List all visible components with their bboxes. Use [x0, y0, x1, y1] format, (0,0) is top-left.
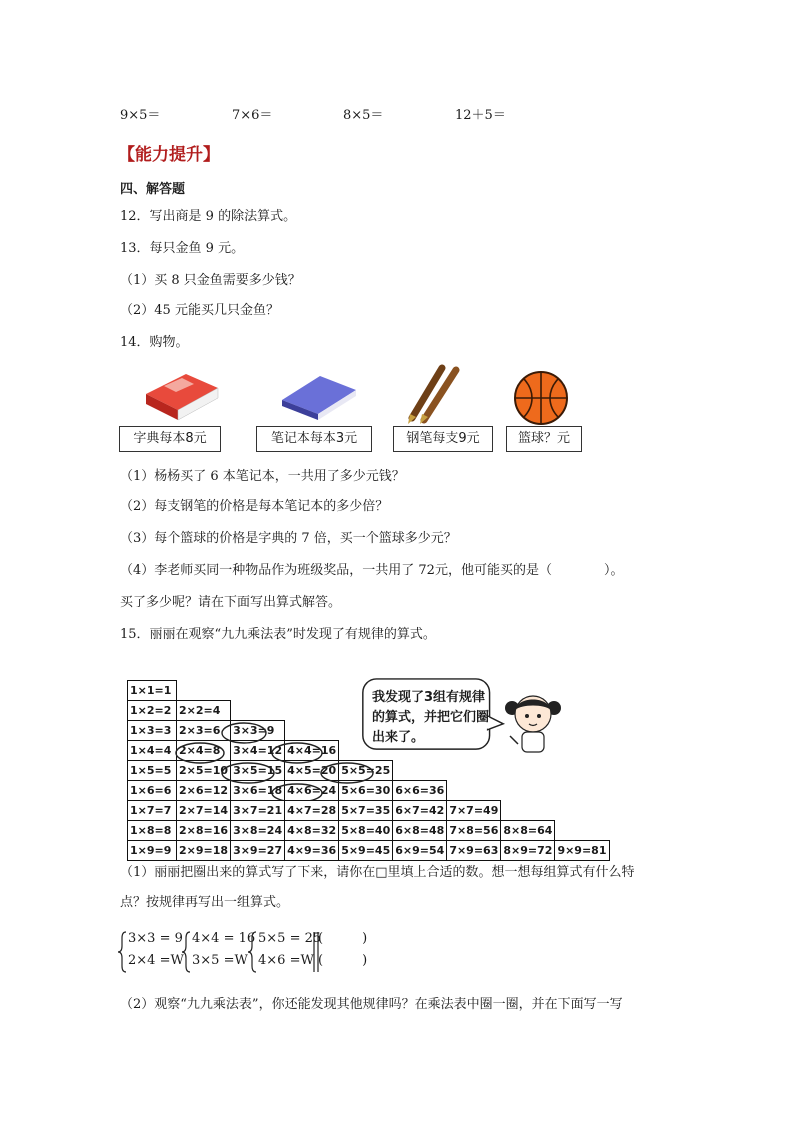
- table-cell: 2×9=18: [177, 841, 231, 861]
- circle-3x3: [222, 723, 266, 743]
- table-cell: 4×7=28: [285, 801, 339, 821]
- equation-blank-bottom[interactable]: ( ): [318, 953, 368, 968]
- table-cell: 6×8=48: [393, 821, 447, 841]
- table-cell: 3×6=18: [231, 781, 285, 801]
- calc-item-3: 8×5＝: [343, 108, 384, 123]
- table-cell: 6×6=36: [393, 781, 447, 801]
- table-cell: 1×7=7: [128, 801, 177, 821]
- table-empty-cell: [555, 681, 609, 701]
- part-title: 四、解答题: [120, 182, 186, 197]
- question-13-2: （2）45 元能买几只金鱼？: [120, 303, 279, 318]
- table-cell: 7×8=56: [447, 821, 501, 841]
- table-cell: 3×7=21: [231, 801, 285, 821]
- table-row: [128, 801, 610, 821]
- table-cell: 3×8=24: [231, 821, 285, 841]
- calc-item-2: 7×6＝: [232, 108, 273, 123]
- question-15: 15．丽丽在观察“九九乘法表”时发现了有规律的算式。: [120, 627, 436, 642]
- pen-icon: [402, 362, 466, 424]
- table-cell: 5×6=30: [339, 781, 393, 801]
- table-cell: 5×9=45: [339, 841, 393, 861]
- equation-group-3-top: 5×5 = 25: [258, 931, 322, 946]
- question-14-4-continued: 买了多少呢？请在下面写出算式解答。: [120, 595, 342, 610]
- table-cell: 1×5=5: [128, 761, 177, 781]
- equation-group-1-bottom: 2×4 =W: [128, 953, 184, 968]
- equation-group-blank[interactable]: [318, 928, 367, 972]
- table-cell: 7×7=49: [447, 801, 501, 821]
- table-cell: 4×6=24: [285, 781, 339, 801]
- table-empty-cell: [555, 761, 609, 781]
- table-cell: 6×9=54: [393, 841, 447, 861]
- table-empty-cell: [501, 761, 555, 781]
- dictionary-icon: [142, 366, 222, 422]
- circle-2x4: [176, 743, 224, 763]
- equation-blank-top[interactable]: ( ): [318, 931, 368, 946]
- section-title: 【能力提升】: [118, 145, 220, 165]
- table-cell: 2×8=16: [177, 821, 231, 841]
- price-box-basketball: 篮球？元: [506, 426, 582, 452]
- table-empty-cell: [555, 721, 609, 741]
- table-cell: 2×4=8: [177, 741, 231, 761]
- notebook-icon: [278, 370, 360, 422]
- table-cell: 8×8=64: [501, 821, 555, 841]
- table-cell: 9×9=81: [555, 841, 609, 861]
- table-cell: 3×3=9: [231, 721, 285, 741]
- question-14-4: （4）李老师买同一种物品作为班级奖品，一共用了 72元，他可能买的是（ ）。: [120, 563, 624, 578]
- question-12: 12．写出商是 9 的除法算式。: [120, 209, 297, 224]
- table-cell: 7×9=63: [447, 841, 501, 861]
- table-row: [128, 841, 610, 861]
- table-cell: 2×5=10: [177, 761, 231, 781]
- table-empty-cell: [393, 761, 447, 781]
- question-14: 14．购物。: [120, 335, 189, 350]
- table-cell: 2×2=4: [177, 701, 231, 721]
- girl-icon: [504, 690, 562, 754]
- table-empty-cell: [447, 761, 501, 781]
- basketball-icon: [513, 370, 569, 426]
- equation-group-2-top: 4×4 = 16: [192, 931, 256, 946]
- pattern-circles: [127, 680, 387, 800]
- circle-5x5: [321, 763, 373, 783]
- table-cell: 1×2=2: [128, 701, 177, 721]
- table-cell: 8×9=72: [501, 841, 555, 861]
- table-cell: 1×1=1: [128, 681, 177, 701]
- speech-bubble-text: 我发现了3组有规律的算式，并把它们圈出来了。: [372, 690, 490, 745]
- table-cell: 2×3=6: [177, 721, 231, 741]
- table-cell: 4×9=36: [285, 841, 339, 861]
- table-empty-cell: [501, 801, 555, 821]
- table-cell: 3×9=27: [231, 841, 285, 861]
- question-13-1: （1）买 8 只金鱼需要多少钱？: [120, 273, 301, 288]
- table-cell: 1×9=9: [128, 841, 177, 861]
- equation-group-3: [258, 928, 321, 972]
- table-empty-cell: [555, 801, 609, 821]
- equation-group-2: [192, 928, 255, 972]
- circle-4x6: [272, 784, 322, 800]
- table-cell: 5×5=25: [339, 761, 393, 781]
- equation-group-2-bottom: 3×5 =W: [192, 953, 248, 968]
- table-empty-cell: [555, 821, 609, 841]
- question-15-1-line1: （1）丽丽把圈出来的算式写了下来，请你在□里填上合适的数。想一想每组算式有什么特: [120, 865, 635, 880]
- circle-4x4: [272, 743, 322, 763]
- table-empty-cell: [555, 781, 609, 801]
- table-empty-cell: [447, 781, 501, 801]
- question-14-1: （1）杨杨买了 6 本笔记本，一共用了多少元钱？: [120, 469, 405, 484]
- table-cell: 1×3=3: [128, 721, 177, 741]
- table-empty-cell: [555, 741, 609, 761]
- table-row: [128, 821, 610, 841]
- table-cell: 6×7=42: [393, 801, 447, 821]
- calc-item-1: 9×5＝: [120, 108, 161, 123]
- table-cell: 5×8=40: [339, 821, 393, 841]
- price-box-notebook: 笔记本每本3元: [256, 426, 372, 452]
- table-empty-cell: [555, 701, 609, 721]
- table-cell: 4×8=32: [285, 821, 339, 841]
- question-13: 13．每只金鱼 9 元。: [120, 241, 245, 256]
- table-cell: 1×6=6: [128, 781, 177, 801]
- question-15-1-line2: 点？按规律再写出一组算式。: [120, 895, 290, 910]
- table-cell: 4×4=16: [285, 741, 339, 761]
- question-14-3: （3）每个篮球的价格是字典的 7 倍，买一个篮球多少元？: [120, 531, 457, 546]
- table-cell: 1×4=4: [128, 741, 177, 761]
- table-empty-cell: [501, 781, 555, 801]
- price-box-dictionary: 字典每本8元: [119, 426, 221, 452]
- question-14-2: （2）每支钢笔的价格是每本笔记本的多少倍？: [120, 499, 389, 514]
- table-cell: 4×5=20: [285, 761, 339, 781]
- table-cell: 3×5=15: [231, 761, 285, 781]
- calc-item-4: 12＋5＝: [455, 108, 506, 123]
- equation-group-1-top: 3×3 = 9: [128, 931, 183, 946]
- table-cell: 5×7=35: [339, 801, 393, 821]
- price-box-pen: 钢笔每支9元: [393, 426, 493, 452]
- table-cell: 2×7=14: [177, 801, 231, 821]
- equation-group-3-bottom: 4×6 =W: [258, 953, 314, 968]
- equation-group-1: [128, 928, 184, 972]
- table-cell: 1×8=8: [128, 821, 177, 841]
- circle-3x5: [222, 763, 274, 783]
- table-cell: 3×4=12: [231, 741, 285, 761]
- table-cell: 2×6=12: [177, 781, 231, 801]
- question-15-2: （2）观察“九九乘法表”，你还能发现其他规律吗？在乘法表中圈一圈，并在下面写一写: [120, 997, 623, 1012]
